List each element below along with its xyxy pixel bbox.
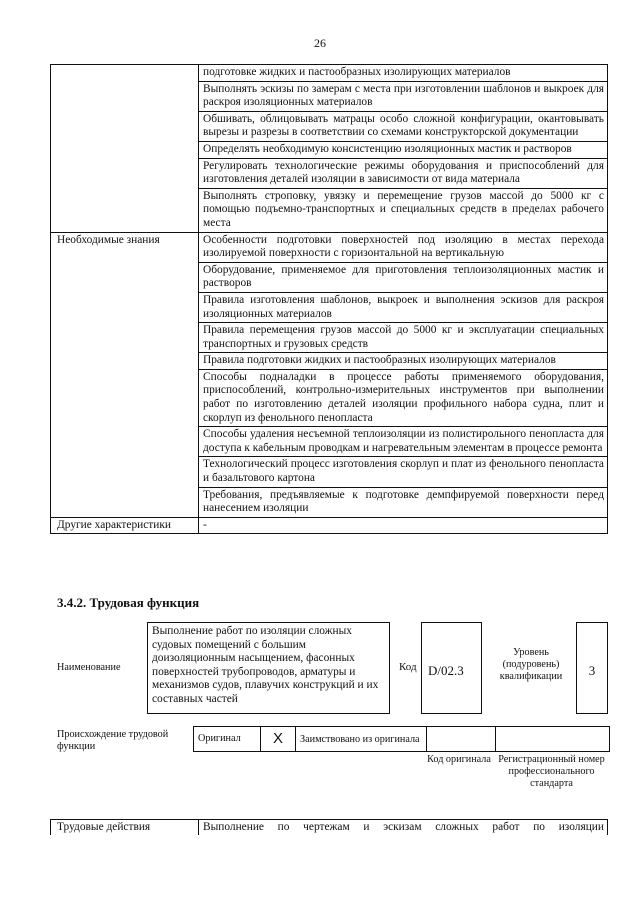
skills-table xyxy=(50,64,608,534)
skill-item: Определять необходимую консистенцию изоляционных мастик и растворов xyxy=(199,141,608,158)
code-label: Код xyxy=(399,661,417,673)
original-code-caption: Код оригинала xyxy=(427,754,491,765)
skill-item: Выполнять строповку, увязку и перемещение грузов массой до 5000 кг с помощью подъемно-транспортных и специальных средств в пределах рабочего места xyxy=(199,188,608,232)
function-name-box: Выполнение работ по изоляции сложных судовых помещений с большим доизоляционным насыщением, фасонных поверхностей трубопроводов, арматуры и механизмов судов, плавучих конструкций и их составных частей xyxy=(147,622,390,714)
knowledge-item: Способы подналадки в процессе работы применяемого оборудования, приспособлений, контрольно-измерительных инструментов при выполнении работ по изготовлению деталей изоляции профильного набора судна, плит и скорлуп из фенольного пенопласта xyxy=(199,369,608,426)
knowledge-item: Способы удаления несъемной теплоизоляции из полистирольного пенопласта для доступа к кабельным проводкам и нагревательным элементам в процессе ремонта xyxy=(199,427,608,457)
knowledge-item: Особенности подготовки поверхностей под изоляцию в местах перехода изолируемой поверхности с горизонтальной на вертикальную xyxy=(199,232,608,262)
qualification-level-box: 3 xyxy=(576,622,608,714)
origin-label: Происхождение трудовой функции xyxy=(57,729,169,752)
knowledge-item: Оборудование, применяемое для приготовления теплоизоляционных мастик и растворов xyxy=(199,262,608,292)
knowledge-item: Правила перемещения грузов массой до 5000 кг и эксплуатации специальных транспортных и грузовых средств xyxy=(199,323,608,353)
other-characteristics-value: - xyxy=(199,517,608,534)
knowledge-label: Необходимые знания xyxy=(51,232,199,517)
skills-label-cell xyxy=(51,65,199,233)
original-mark: X xyxy=(261,727,296,752)
original-code-cell xyxy=(427,727,496,752)
knowledge-item: Требования, предъявляемые к подготовке демпфируемой поверхности перед нанесением изоляции xyxy=(199,487,608,517)
registration-number-caption: Регистрационный номер профессионального стандарта xyxy=(498,754,605,789)
origin-table xyxy=(193,726,610,752)
table-row xyxy=(194,727,610,752)
skill-item: Выполнять эскизы по замерам с места при изготовлении шаблонов и выкроек для раскроя изоляционных материалов xyxy=(199,81,608,111)
skill-item: Обшивать, облицовывать матрацы особо сложной конфигурации, окантовывать вырезы и разрезы в соответствии со схемами конструкторской документации xyxy=(199,111,608,141)
table-row xyxy=(51,517,608,534)
original-label: Оригинал xyxy=(194,727,261,752)
skill-item: подготовке жидких и пастообразных изолирующих материалов xyxy=(199,65,608,82)
actions-table xyxy=(50,819,608,835)
knowledge-item: Технологический процесс изготовления скорлуп и плат из фенольного пенопласта и базальтового картона xyxy=(199,457,608,487)
table-row xyxy=(51,820,608,835)
code-value-box: D/02.3 xyxy=(421,622,482,714)
skill-item: Регулировать технологические режимы оборудования и приспособлений для изготовления деталей изоляции в зависимости от вида материала xyxy=(199,158,608,188)
name-label: Наименование xyxy=(57,662,121,673)
qualification-level-label: Уровень (подуровень) квалификации xyxy=(499,647,563,682)
knowledge-item: Правила подготовки жидких и пастообразных изолирующих материалов xyxy=(199,353,608,370)
action-item: Выполнение по чертежам и эскизам сложных работ по изоляции xyxy=(199,820,608,835)
other-characteristics-label: Другие характеристики xyxy=(51,517,199,534)
actions-label: Трудовые действия xyxy=(51,820,199,835)
page-number: 26 xyxy=(314,36,326,50)
table-row xyxy=(51,232,608,262)
knowledge-item: Правила изготовления шаблонов, выкроек и выполнения эскизов для раскроя изоляционных материалов xyxy=(199,292,608,322)
section-title: 3.4.2. Трудовая функция xyxy=(57,595,200,610)
table-row xyxy=(51,65,608,82)
borrowed-label: Заимствовано из оригинала xyxy=(296,727,427,752)
registration-number-cell xyxy=(496,727,610,752)
